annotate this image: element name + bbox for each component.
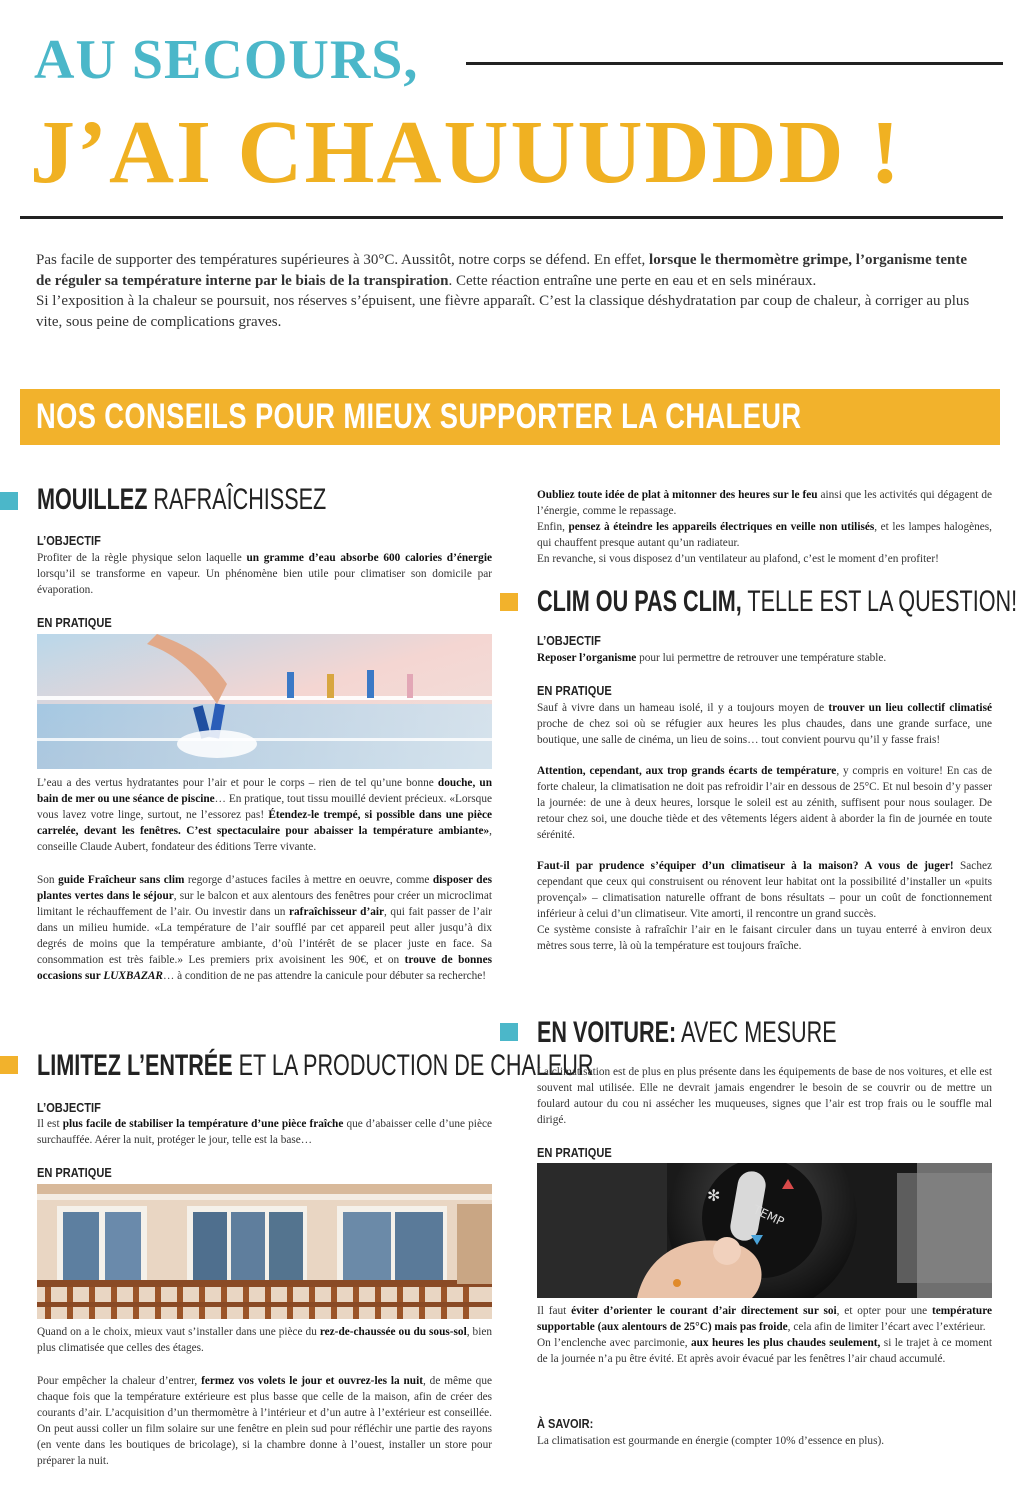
s2-objectif-label: L’OBJECTIF [37, 1100, 101, 1115]
s3-paragraph-4: Ce système consiste à rafraîchir l’air en le faisant circuler dans un tuyau enterré à environ deux mètres sous terre, là où la température est toujours fraîche. [537, 924, 992, 952]
s2-paragraph-1: Quand on a le choix, mieux vaut s’installer dans une pièce du rez-de-chaussée ou du sous-sol, bien plus climatisée que celles des étages. [37, 1326, 492, 1354]
title-rule-top [466, 62, 1003, 65]
title-line-2: J’AI CHAUUUDDD ! [30, 103, 902, 202]
intro-paragraph-1: Pas facile de supporter des températures supérieures à 30°C. Aussitôt, notre corps se défend. En effet, lorsque le thermomètre grimpe, l’organisme tente de réguler sa température interne par le biais de la transpiration. Cette réaction entraîne une perte en eau et en sels minéraux. [36, 252, 968, 289]
s2-paragraph-2: Pour empêcher la chaleur d’entrer, fermez vos volets le jour et ouvrez-les la nuit, de même que chaque fois que la température extérieure est plus basse que celle de la maison, afin de créer des courants d’air. L’acquisition d’un thermomètre à l’intérieur et d’un autre à l’extérieur est conseillée. On peut aussi coller un film solaire sur une fenêtre en plein sud pour réfléchir une partie des rayons (en vente dans les boutiques de bricolage), si la chambre donne à l’ouest, installer un store pour préparer la nuit. [37, 1375, 492, 1467]
s1-paragraph-1: L’eau a des vertus hydratantes pour l’air et pour le corps – rien de tel qu’une bonne douche, un bain de mer ou une séance de piscine… En pratique, tout tissu mouillé devient précieux. «Lorsque vous lavez votre linge, surtout, ne l’essorez pas! Étendez-le trempé, si possible dans une pièce carrelée, devant les fenêtres. C’est spectaculaire pour abaisser la température ambiante», conseille Claude Aubert, fondateur des éditions Terre vivante. [37, 777, 492, 853]
section-3-heading: CLIM OU PAS CLIM, TELLE EST LA QUESTION! [537, 585, 1018, 618]
section-marker-yellow [500, 593, 518, 611]
title-line-1: AU SECOURS, [34, 29, 419, 91]
s4-paragraph-1: Il faut éviter d’orienter le courant d’air directement sur soi, et opter pour une température supportable (aux alentours de 25°C) mais pas froide, cela afin de limiter l’écart avec l’extérieur. [537, 1305, 993, 1333]
s1-objectif-text: Profiter de la règle physique selon laquelle un gramme d’eau absorbe 600 calories d’énergie lorsqu’il se transforme en vapeur. Un phénomène bien utile pour climatiser son domicile par évaporation. [37, 552, 492, 596]
section-4-heading: EN VOITURE: AVEC MESURE [537, 1016, 837, 1049]
s4-intro-text: La climatisation est de plus en plus présente dans les équipements de base de nos voitures, et elle est souvent mal utilisée. Elle ne devrait jamais engendrer le besoin de se couvrir ou de mettre un foulard autour du cou ni assécher les muqueuses, signes que l’air est trop frais ou le souffle mal dirigé. [537, 1066, 992, 1126]
s3-paragraph-3: Faut-il par prudence s’équiper d’un climatiseur à la maison? A vous de juger! Sachez cependant que ceux qui construisent ou rénovent leur habitat ont la possibilité d’installer un «puits provençal» – climatisation naturelle offrant de bons résultats – pour un coût de fonctionnement inférieur à celui d’un climatiseur. Vite amorti, il rencontre un grand succès. [537, 860, 992, 920]
house-balcony-photo [37, 1184, 492, 1319]
s4-paragraph-2: On l’enclenche avec parcimonie, aux heures les plus chaudes seulement, si le trajet à ce moment de la journée n’a pu être évité. Et après avoir évacué par les fenêtres l’air chaud accumulé. [537, 1337, 992, 1365]
s2-pratique-text [37, 1324, 492, 1469]
s4-pratique-text [537, 1303, 992, 1367]
s3-paragraph-2: Attention, cependant, aux trop grands écarts de température, y compris en voiture! En cas de forte chaleur, la climatisation ne doit pas refroidir l’air en dessous de 25°C. Et nul besoin d’y passer la journée: de une à deux heures, lorsque le soleil est au zénith, suffisent pour nous soulager. De retour chez soi, une douche tiède et des vêtements légers aident à aborder la fin de journée en toute sérénité. [537, 765, 992, 841]
svg-text:✻: ✻ [707, 1186, 721, 1205]
s2-pratique-label: EN PRATIQUE [37, 1165, 112, 1180]
laundry-photo [37, 634, 492, 769]
s2-objectif-text: Il est plus facile de stabiliser la température d’une pièce fraîche que d’abaisser celle d’une pièce surchauffée. Aérer la nuit, protéger le jour, telle est la base… [37, 1118, 492, 1146]
s1-paragraph-2: Son guide Fraîcheur sans clim regorge d’astuces faciles à mettre en oeuvre, comme disposer des plantes vertes dans le séjour, sur le balcon et aux alentours des fenêtres pour créer un microclimat limitant le réchauffement de l’air. Ou investir dans un rafraîchisseur d’air, qui fait passer de l’air dans un milieu humide. «La température de l’air soufflé par cet appareil peut aller jusqu’à dix degrés de moins que la température ambiante, d’où l’intérêt de se placer juste en face. Sa consommation est très faible.» Les premiers prix avoisinent les 90€, et on trouve de bonnes occasions sur LUXBAZAR… à condition de ne pas attendre la canicule pour débuter sa recherche! [37, 874, 492, 982]
s3-pratique-text [537, 700, 992, 954]
s2-continued-text [537, 487, 992, 567]
s3-pratique-label: EN PRATIQUE [537, 683, 612, 698]
s2-paragraph-4: Enfin, pensez à éteindre les appareils électriques en veille non utilisés, et les lampes halogènes, qui chauffent presque autant qu’un radiateur. [537, 521, 992, 549]
temp-label: TEMP [750, 1202, 787, 1229]
s1-pratique-text [37, 775, 492, 984]
title-rule-bottom [20, 216, 1003, 219]
s4-savoir-label: À SAVOIR: [537, 1416, 594, 1431]
s1-pratique-label: EN PRATIQUE [37, 615, 112, 630]
banner-title: NOS CONSEILS POUR MIEUX SUPPORTER LA CHALEUR [36, 397, 802, 436]
s4-pratique-label: EN PRATIQUE [537, 1145, 612, 1160]
s3-paragraph-1: Sauf à vivre dans un hameau isolé, il y a toujours moyen de trouver un lieu collectif climatisé proche de chez soi où se réfugier aux heures les plus chaudes, dans une grande surface, une boutique, une salle de cinéma, un lieu de soins… tout convient pourvu qu’il y fasse frais! [537, 702, 992, 746]
section-marker-blue [500, 1023, 518, 1041]
s2-paragraph-5: En revanche, si vous disposez d’un ventilateur au plafond, c’est le moment d’en profiter! [537, 553, 939, 565]
section-1-heading: MOUILLEZ RAFRAÎCHISSEZ [37, 483, 327, 516]
intro-paragraph-2: Si l’exposition à la chaleur se poursuit, nos réserves s’épuisent, une fièvre apparaît. C’est la classique déshydratation par coup de chaleur, à corriger au plus vite, sous peine de complications graves. [36, 293, 970, 330]
intro-text [36, 250, 970, 332]
section-2-heading: LIMITEZ L’ENTRÉE ET LA PRODUCTION DE CHALEUR [37, 1049, 594, 1082]
s1-objectif-label: L’OBJECTIF [37, 533, 101, 548]
s2-paragraph-3: Oubliez toute idée de plat à mitonner des heures sur le feu ainsi que les activités qui dégagent de l’énergie, comme le repassage. [537, 489, 993, 517]
section-marker-blue [0, 492, 18, 510]
s4-savoir-text: La climatisation est gourmande en énergie (compter 10% d’essence en plus). [537, 1435, 885, 1447]
s3-objectif-label: L’OBJECTIF [537, 633, 601, 648]
s3-objectif-text: Reposer l’organisme pour lui permettre de retrouver une température stable. [537, 652, 887, 664]
section-marker-yellow [0, 1056, 18, 1074]
car-climate-control-photo [537, 1163, 992, 1298]
